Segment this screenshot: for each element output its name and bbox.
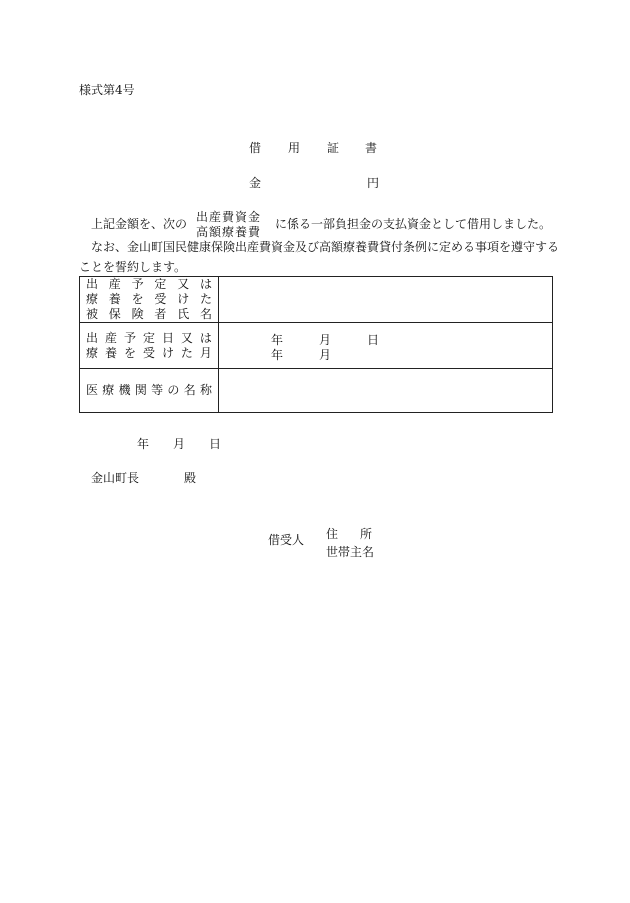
option-childbirth-fund: 出産費資金 bbox=[196, 210, 262, 224]
label-char: 月 bbox=[199, 345, 212, 360]
label-char: 療 bbox=[102, 383, 115, 397]
label-line bbox=[80, 277, 218, 292]
institution-label-cell bbox=[80, 369, 219, 413]
due-date-label-cell bbox=[80, 323, 219, 369]
label-char: 称 bbox=[199, 383, 212, 397]
table-row bbox=[80, 369, 553, 413]
date1-year: 年 bbox=[271, 333, 284, 347]
label-char: 予 bbox=[131, 277, 144, 291]
title-char-2: 用 bbox=[288, 141, 301, 155]
label-char: は bbox=[199, 330, 212, 345]
label-line bbox=[80, 346, 218, 361]
label-char: 氏 bbox=[177, 307, 190, 321]
form-number: 様式第4号 bbox=[79, 83, 135, 97]
date-day: 日 bbox=[209, 437, 222, 451]
date1-day: 日 bbox=[367, 333, 380, 347]
insured-name-label-cell bbox=[80, 277, 219, 323]
title-char-1: 借 bbox=[249, 141, 262, 155]
date1-month: 月 bbox=[319, 333, 332, 347]
label-char: 産 bbox=[108, 277, 121, 291]
label-char: け bbox=[177, 292, 190, 306]
title-char-3: 証 bbox=[327, 141, 340, 155]
table-row bbox=[80, 277, 553, 323]
label-char: 定 bbox=[142, 330, 155, 345]
address-char-1: 住 bbox=[326, 527, 339, 541]
institution-name-field[interactable] bbox=[219, 369, 553, 413]
label-char: を bbox=[123, 345, 136, 360]
amount-suffix: 円 bbox=[367, 176, 380, 190]
table-row bbox=[80, 323, 553, 369]
paragraph2-line1: なお、金山町国民健康保険出産費資金及び高額療養費貸付条例に定める事項を遵守する bbox=[91, 240, 560, 254]
label-char: た bbox=[199, 292, 212, 306]
label-char: 名 bbox=[199, 307, 212, 321]
label-char: 受 bbox=[154, 292, 167, 306]
label-char: 機 bbox=[118, 383, 131, 397]
label-line bbox=[80, 292, 218, 307]
paragraph1-after: に係る一部負担金の支払資金として借用しました。 bbox=[275, 217, 552, 231]
label-char: た bbox=[180, 345, 193, 360]
label-char: を bbox=[131, 292, 144, 306]
label-char: 予 bbox=[123, 330, 136, 345]
label-char: 定 bbox=[154, 277, 167, 291]
title-char-4: 書 bbox=[365, 141, 378, 155]
label-char: 産 bbox=[104, 330, 117, 345]
paragraph2-line2: ことを誓約します。 bbox=[79, 260, 187, 274]
addressee-name: 金山町長 bbox=[91, 471, 140, 485]
label-char: 関 bbox=[134, 383, 147, 397]
label-char: 名 bbox=[183, 383, 196, 397]
insured-name-field[interactable] bbox=[219, 277, 553, 323]
label-char: 日 bbox=[161, 330, 174, 345]
address-char-2: 所 bbox=[360, 527, 373, 541]
label-char: 養 bbox=[104, 345, 117, 360]
due-date-field[interactable] bbox=[219, 323, 553, 369]
option-high-cost-medical: 高額療養費 bbox=[196, 225, 262, 239]
borrower-label: 借受人 bbox=[268, 533, 305, 547]
label-char: 等 bbox=[151, 383, 164, 397]
date-month: 月 bbox=[173, 437, 186, 451]
label-line bbox=[80, 307, 218, 322]
amount-prefix: 金 bbox=[249, 176, 262, 190]
household-head-text: 世帯主名 bbox=[326, 545, 375, 559]
label-char: 又 bbox=[180, 330, 193, 345]
label-char: 被 bbox=[86, 307, 99, 321]
label-char: 者 bbox=[154, 307, 167, 321]
date2-year: 年 bbox=[271, 348, 284, 362]
addressee-honorific: 殿 bbox=[184, 471, 197, 485]
label-char: 養 bbox=[108, 292, 121, 306]
label-char: 険 bbox=[131, 307, 144, 321]
label-char: は bbox=[199, 277, 212, 291]
paragraph1-before: 上記金額を、次の bbox=[91, 217, 188, 231]
label-char: け bbox=[161, 345, 174, 360]
label-line bbox=[80, 383, 218, 398]
label-char: 受 bbox=[142, 345, 155, 360]
date2-month: 月 bbox=[319, 348, 332, 362]
label-char: 出 bbox=[86, 277, 99, 291]
label-line bbox=[80, 331, 218, 346]
details-table bbox=[79, 276, 553, 413]
date-year: 年 bbox=[137, 437, 150, 451]
label-char: 療 bbox=[86, 345, 99, 360]
label-char: の bbox=[167, 383, 180, 397]
label-char: 保 bbox=[108, 307, 121, 321]
label-char: 又 bbox=[177, 277, 190, 291]
label-char: 出 bbox=[86, 330, 99, 345]
label-char: 医 bbox=[86, 383, 99, 397]
label-char: 療 bbox=[86, 292, 99, 306]
